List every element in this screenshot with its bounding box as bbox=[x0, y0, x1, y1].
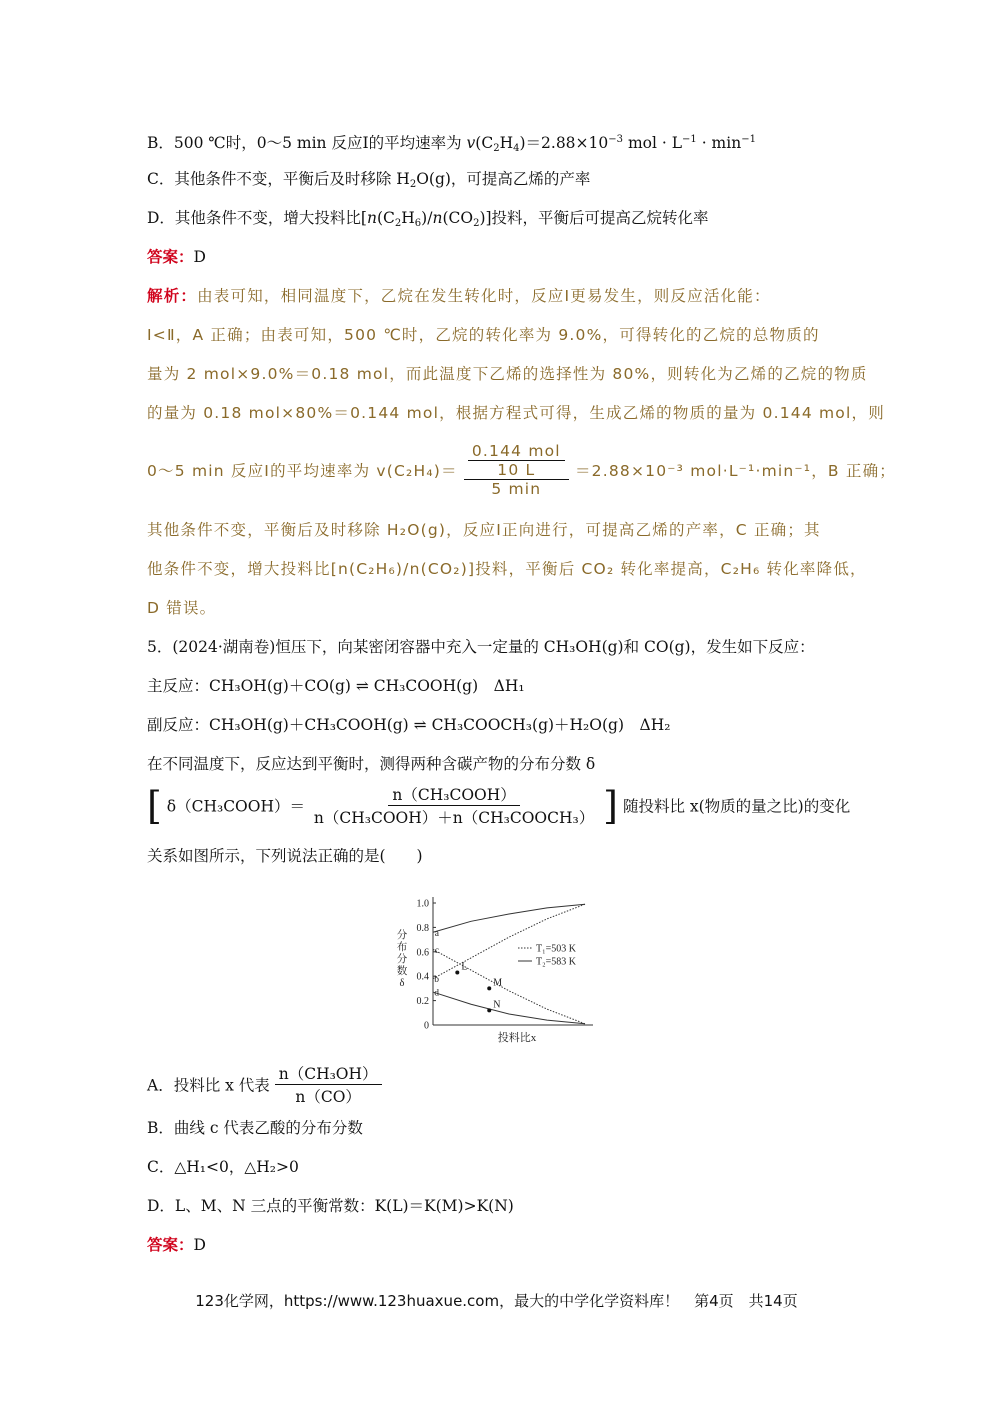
rate-fraction: $\frac{\frac{\text{0.144 mol}}{10 L}}{5 \min}$ bbox=[464, 442, 569, 498]
q4-rate-equation: 0～5 min 反应Ⅰ的平均速率为 v(C₂H₄)＝ $\frac{\frac{\text{0.144 mol}}{10 L}}{5 \min}$ ＝2.88×10⁻³ mol·L⁻¹·min⁻¹，B 正确； bbox=[147, 442, 896, 498]
y-tick-label: 0 bbox=[424, 1020, 429, 1032]
q5-delta-intro: 在不同温度下，反应达到平衡时，测得两种含碳产物的分布分数 δ bbox=[147, 755, 596, 773]
q4-option-d: D．其他条件不变，增大投料比$[n(C_2H_6)/n(CO_2)]$投料，平衡后可提高乙烷转化率 bbox=[147, 209, 709, 229]
point-label-M: M bbox=[493, 977, 503, 989]
y-axis-label-char: 分 bbox=[396, 930, 408, 941]
y-tick-label: 0.2 bbox=[416, 996, 429, 1008]
q5-answer: 答案：D bbox=[147, 1236, 206, 1254]
legend-t2: T₂=583 K bbox=[536, 956, 576, 968]
q5-main-reaction: 主反应：CH₃OH(g)＋CO(g) ⇌ CH₃COOH(g) ΔH₁ bbox=[147, 677, 525, 695]
page-footer: 123化学网，https://www.123huaxue.com，最大的中学化学资料库！ 第4页 共14页 bbox=[195, 1292, 798, 1310]
point-label-N: N bbox=[493, 999, 501, 1011]
right-bracket: ] bbox=[603, 783, 618, 828]
q4-analysis-line-1: 解析：由表可知，相同温度下，乙烷在发生转化时，反应Ⅰ更易发生，则反应活化能： bbox=[147, 287, 771, 305]
curve-label-c: c bbox=[434, 945, 439, 956]
option-a-fraction: $\frac{\text{n（CH₃OH）}}{n(CO)}$ bbox=[275, 1062, 382, 1107]
x-axis-label: 投料比x bbox=[497, 1032, 537, 1044]
q5-option-c: C．△H₁<0，△H₂>0 bbox=[147, 1158, 299, 1176]
y-tick-label: 0.8 bbox=[416, 922, 429, 934]
y-tick-label: 0.6 bbox=[416, 947, 429, 959]
q4-option-b: B．500 ℃时，0～5 min 反应Ⅰ的平均速率为 $v(C_2H_4)=2.88\times 10^{-3}$ mol · $L^{-1} \cdot \min^{-1}$ bbox=[147, 134, 756, 154]
q4-answer: 答案：D bbox=[147, 248, 206, 266]
q4-analysis-tail-1: 其他条件不变，平衡后及时移除 H₂O(g)，反应Ⅰ正向进行，可提高乙烯的产率，C 正确；其 bbox=[147, 521, 821, 539]
y-axis-label-char: 布 bbox=[396, 942, 408, 953]
curve-label-d: d bbox=[434, 988, 439, 999]
legend-t1: T₁=503 K bbox=[536, 943, 576, 955]
y-axis-label-char: 分 bbox=[396, 954, 408, 965]
q5-side-reaction: 副反应：CH₃OH(g)＋CH₃COOH(g) ⇌ CH₃COOCH₃(g)＋H₂O(g) ΔH₂ bbox=[147, 716, 671, 734]
q4-analysis-tail-2: 他条件不变，增大投料比[n(C₂H₆)/n(CO₂)]投料，平衡后 CO₂ 转化率提高，C₂H₆ 转化率降低， bbox=[147, 560, 867, 578]
point-L bbox=[455, 971, 459, 975]
q5-option-a: A．投料比 x 代表 $\frac{\text{n（CH₃OH）}}{n(CO)}$ bbox=[147, 1062, 853, 1107]
curve-a bbox=[433, 904, 585, 932]
q4-option-c: C．其他条件不变，平衡后及时移除 $H_2O(g)$，可提高乙烯的产率 bbox=[147, 170, 591, 190]
delta-fraction: $\frac{\text{n（CH₃COOH）}}{\text{n（CH₃COOH）＋n（CH₃COOCH₃）}}$ bbox=[310, 783, 598, 828]
y-tick-label: 0.4 bbox=[416, 971, 429, 983]
y-axis-label-char: δ bbox=[399, 978, 405, 989]
q5-option-b: B．曲线 c 代表乙酸的分布分数 bbox=[147, 1119, 363, 1137]
q4-analysis-tail-3: D 错误。 bbox=[147, 599, 217, 617]
q4-analysis-line-3: 量为 2 mol×9.0%＝0.18 mol，而此温度下乙烯的选择性为 80%，则转化为乙烯的乙烷的物质 bbox=[147, 365, 868, 383]
point-N bbox=[487, 1008, 491, 1012]
curve-label-b: b bbox=[434, 975, 439, 986]
curve-d bbox=[433, 992, 585, 1024]
q5-delta-formula: [ δ（CH₃COOH）＝ $\frac{\text{n（CH₃COOH）}}{\text{n（CH₃COOH）＋n（CH₃COOCH₃）}}$ ] 随投料比 x(物质的量之比)的变化 bbox=[147, 783, 851, 828]
distribution-fraction-chart bbox=[390, 886, 605, 1048]
q4-analysis-line-4: 的量为 0.18 mol×80%＝0.144 mol，根据方程式可得，生成乙烯的物质的量为 0.144 mol，则 bbox=[147, 404, 885, 422]
q5-option-d: D．L、M、N 三点的平衡常数：K(L)＝K(M)>K(N) bbox=[147, 1197, 514, 1215]
q5-stem: 5．(2024·湖南卷)恒压下，向某密闭容器中充入一定量的 CH₃OH(g)和 CO(g)，发生如下反应： bbox=[147, 638, 815, 656]
point-M bbox=[487, 986, 491, 990]
left-bracket: [ bbox=[147, 783, 162, 828]
y-axis-label-char: 数 bbox=[396, 966, 408, 977]
point-label-L: L bbox=[461, 961, 468, 973]
q5-question: 关系如图所示，下列说法正确的是( ) bbox=[147, 847, 423, 865]
curve-label-a: a bbox=[434, 928, 439, 939]
y-tick-label: 1.0 bbox=[416, 898, 429, 910]
q4-analysis-line-2: Ⅰ<Ⅱ，A 正确；由表可知，500 ℃时，乙烷的转化率为 9.0%，可得转化的乙烷的总物质的 bbox=[147, 326, 820, 344]
